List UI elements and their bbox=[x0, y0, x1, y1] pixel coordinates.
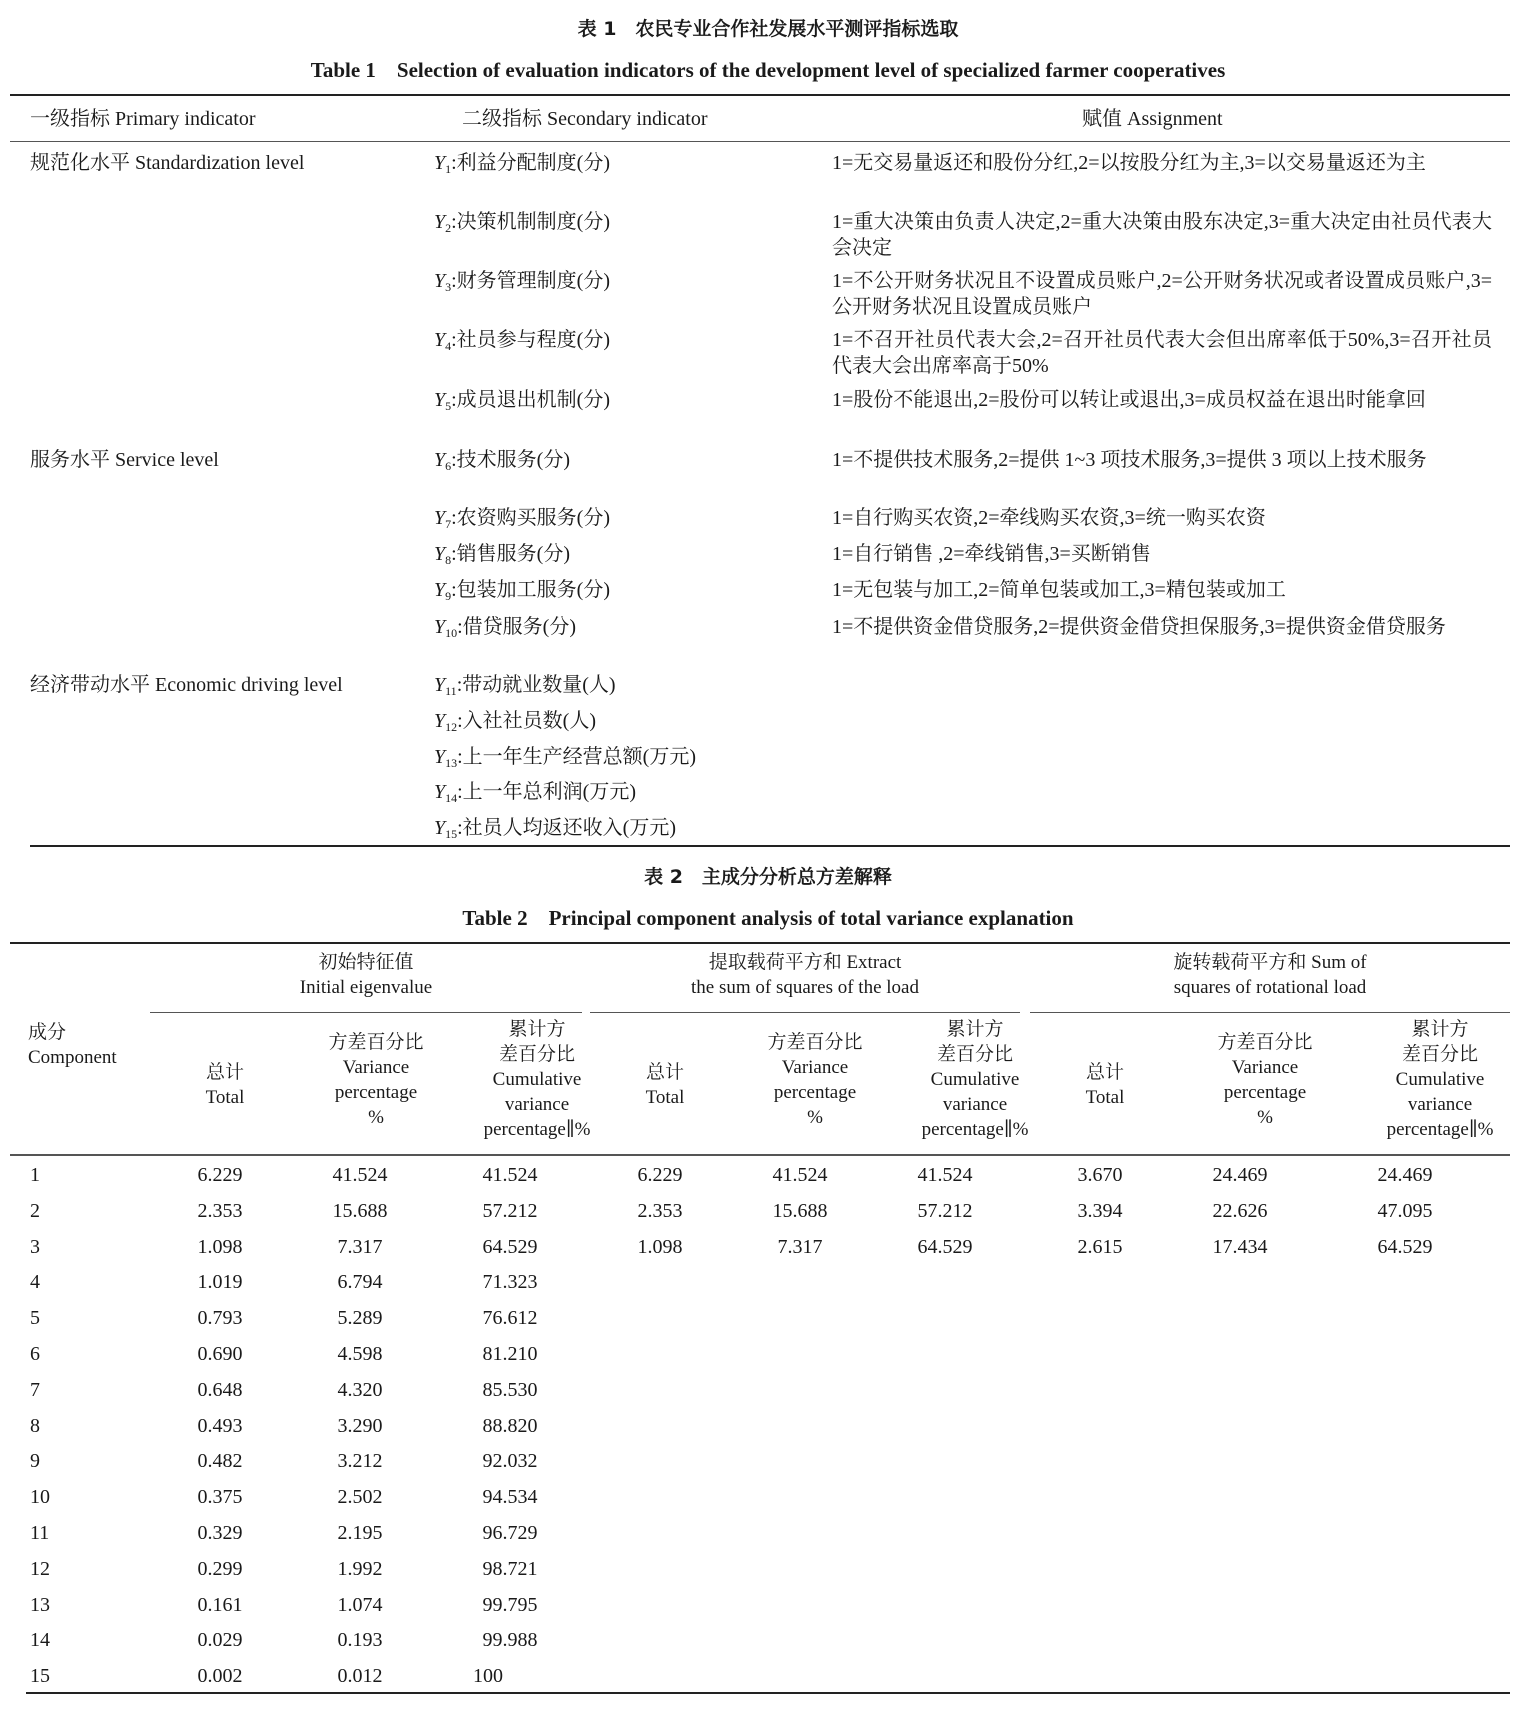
rotation-cumulative-cell: 47.095 bbox=[1377, 1199, 1433, 1222]
indicator-name: :决策机制制度(分) bbox=[451, 211, 611, 233]
table1-header-assignment: 赋值 Assignment bbox=[1082, 108, 1223, 130]
indicator-variable: Y bbox=[434, 211, 446, 233]
table2-header-rule bbox=[10, 1154, 1510, 1156]
subheader-variance-line: 方差百分比 bbox=[328, 1032, 424, 1053]
assignment-text: 1=重大决策由负责人决定,2=重大决策由股东决定,3=重大决定由社员代表大会决定 bbox=[832, 211, 1492, 259]
extract-cumulative-cell: 41.524 bbox=[917, 1164, 973, 1186]
initial-variance-cell: 7.317 bbox=[337, 1235, 383, 1258]
table1-header-secondary: 二级指标 Secondary indicator bbox=[462, 108, 708, 130]
secondary-indicator bbox=[434, 268, 610, 300]
assignment-text: 1=股份不能退出,2=股份可以转让或退出,3=成员权益在退出时能拿回 bbox=[832, 389, 1426, 411]
subheader-total bbox=[1030, 1060, 1180, 1110]
initial-cumulative-cell: 85.530 bbox=[482, 1378, 538, 1401]
subheader-cumulative bbox=[1350, 1017, 1530, 1142]
group-header-extract-line2: the sum of squares of the load bbox=[691, 977, 919, 998]
table1-top-rule bbox=[10, 94, 1510, 96]
extract-total-cell: 6.229 bbox=[637, 1164, 683, 1186]
subheader-cumulative-line: percentage∥% bbox=[1386, 1119, 1494, 1140]
subheader-total bbox=[150, 1060, 300, 1110]
subheader-cumulative-line: 差百分比 bbox=[1401, 1044, 1478, 1065]
initial-cumulative-cell: 88.820 bbox=[482, 1414, 538, 1437]
subheader-cumulative-line: 累计方 bbox=[508, 1019, 566, 1040]
secondary-indicator bbox=[434, 672, 616, 704]
indicator-subscript: 12 bbox=[445, 720, 458, 734]
indicator-subscript: 10 bbox=[445, 626, 458, 640]
subheader-cumulative-line: 累计方 bbox=[946, 1019, 1004, 1040]
indicator-variable: Y bbox=[434, 781, 446, 803]
indicator-name: :农资购买服务(分) bbox=[451, 507, 611, 529]
initial-total-cell: 0.161 bbox=[197, 1593, 243, 1616]
extract-total-cell: 2.353 bbox=[637, 1199, 683, 1222]
subheader-total-line: 总计 bbox=[1085, 1062, 1124, 1083]
table2-bottom-rule bbox=[26, 1692, 1510, 1694]
component-id-cell: 2 bbox=[30, 1199, 40, 1222]
initial-variance-cell: 0.012 bbox=[337, 1665, 383, 1688]
indicator-subscript: 7 bbox=[445, 517, 452, 531]
indicator-variable: Y bbox=[434, 579, 446, 601]
initial-variance-cell: 41.524 bbox=[332, 1164, 388, 1186]
secondary-indicator bbox=[434, 541, 570, 573]
secondary-indicator bbox=[434, 708, 596, 740]
initial-cumulative-cell: 41.524 bbox=[482, 1164, 538, 1186]
subheader-total bbox=[590, 1060, 740, 1110]
rotation-total-cell: 3.394 bbox=[1077, 1199, 1123, 1222]
extract-variance-cell: 7.317 bbox=[777, 1235, 823, 1258]
assignment-text: 1=无包装与加工,2=简单包装或加工,3=精包装或加工 bbox=[832, 579, 1286, 601]
assignment-text: 1=无交易量返还和股份分红,2=以按股分红为主,3=以交易量返还为主 bbox=[832, 152, 1426, 174]
initial-total-cell: 0.002 bbox=[197, 1665, 243, 1688]
component-header-en: Component bbox=[28, 1047, 117, 1068]
initial-variance-cell: 1.074 bbox=[337, 1593, 383, 1616]
indicator-variable: Y bbox=[434, 543, 446, 565]
subheader-variance-line: % bbox=[1257, 1107, 1273, 1128]
subheader-total-line: Total bbox=[645, 1087, 685, 1108]
initial-variance-cell: 3.290 bbox=[337, 1414, 383, 1437]
subheader-variance-line: 方差百分比 bbox=[767, 1032, 863, 1053]
group-label-economic: 经济带动水平 Economic driving level bbox=[30, 674, 343, 696]
subheader-variance-line: percentage bbox=[1223, 1082, 1307, 1103]
initial-total-cell: 0.029 bbox=[197, 1629, 243, 1652]
indicator-subscript: 9 bbox=[445, 589, 452, 603]
secondary-indicator bbox=[434, 744, 696, 776]
rotation-cumulative-cell: 64.529 bbox=[1377, 1235, 1433, 1258]
subheader-cumulative-line: Cumulative bbox=[930, 1069, 1020, 1090]
indicator-variable: Y bbox=[434, 746, 446, 768]
subheader-variance-line: Variance bbox=[1231, 1057, 1299, 1078]
table2-caption-en: Table 2 Principal component analysis of total variance explanation bbox=[462, 906, 1074, 930]
initial-total-cell: 0.690 bbox=[197, 1343, 243, 1365]
component-header-cn: 成分 bbox=[28, 1022, 67, 1043]
initial-cumulative-cell: 99.988 bbox=[482, 1629, 538, 1652]
secondary-indicator bbox=[434, 447, 570, 479]
indicator-variable: Y bbox=[434, 270, 446, 292]
indicator-name: :社员参与程度(分) bbox=[451, 329, 611, 351]
initial-variance-cell: 2.195 bbox=[337, 1522, 383, 1544]
initial-variance-cell: 2.502 bbox=[337, 1486, 383, 1509]
group-rule-extract bbox=[590, 1012, 1020, 1013]
component-id-cell: 9 bbox=[30, 1450, 40, 1473]
secondary-indicator bbox=[434, 779, 636, 811]
component-id-cell: 4 bbox=[30, 1271, 40, 1294]
component-id-cell: 1 bbox=[30, 1164, 40, 1186]
rotation-total-cell: 3.670 bbox=[1077, 1164, 1123, 1186]
subheader-variance bbox=[300, 1030, 452, 1130]
assignment-text: 1=不召开社员代表大会,2=召开社员代表大会但出席率低于50%,3=召开社员代表大会出席率高于50% bbox=[832, 329, 1492, 377]
subheader-variance-line: Variance bbox=[342, 1057, 410, 1078]
component-id-cell: 5 bbox=[30, 1307, 40, 1330]
subheader-variance-line: percentage bbox=[773, 1082, 857, 1103]
subheader-variance-line: % bbox=[368, 1107, 384, 1128]
assignment-text: 1=自行销售 ,2=牵线销售,3=买断销售 bbox=[832, 543, 1151, 565]
assignment-text: 1=自行购买农资,2=牵线购买农资,3=统一购买农资 bbox=[832, 507, 1266, 529]
table1-header-primary: 一级指标 Primary indicator bbox=[30, 108, 256, 130]
subheader-total-line: Total bbox=[1085, 1087, 1125, 1108]
component-id-cell: 15 bbox=[30, 1665, 50, 1688]
group-header-extract bbox=[590, 950, 1020, 1000]
subheader-variance-line: Variance bbox=[781, 1057, 849, 1078]
indicator-subscript: 14 bbox=[445, 791, 458, 805]
group-header-rotation-line2: squares of rotational load bbox=[1173, 977, 1367, 998]
indicator-variable: Y bbox=[434, 616, 446, 638]
secondary-indicator bbox=[434, 815, 676, 847]
indicator-subscript: 4 bbox=[445, 339, 452, 353]
component-id-cell: 7 bbox=[30, 1378, 40, 1401]
initial-variance-cell: 1.992 bbox=[337, 1557, 383, 1580]
indicator-name: :利益分配制度(分) bbox=[451, 152, 611, 174]
group-header-initial-en: Initial eigenvalue bbox=[299, 977, 433, 998]
indicator-variable: Y bbox=[434, 389, 446, 411]
initial-variance-cell: 3.212 bbox=[337, 1450, 383, 1473]
subheader-total-line: Total bbox=[205, 1087, 245, 1108]
group-header-rotation bbox=[1030, 950, 1510, 1000]
initial-cumulative-cell: 99.795 bbox=[482, 1593, 538, 1616]
subheader-cumulative-line: variance bbox=[942, 1094, 1008, 1115]
subheader-cumulative-line: 差百分比 bbox=[936, 1044, 1013, 1065]
table1-caption-en: Table 1 Selection of evaluation indicators of the development level of specialized farmer cooperatives bbox=[310, 58, 1226, 82]
subheader-cumulative-line: percentage∥% bbox=[921, 1119, 1029, 1140]
extract-variance-cell: 41.524 bbox=[772, 1164, 828, 1186]
initial-total-cell: 0.375 bbox=[197, 1486, 243, 1509]
subheader-variance bbox=[740, 1030, 890, 1130]
subheader-cumulative-line: Cumulative bbox=[1395, 1069, 1485, 1090]
group-rule-initial bbox=[150, 1012, 582, 1013]
indicator-name: :社员人均返还收入(万元) bbox=[457, 817, 677, 839]
component-id-cell: 3 bbox=[30, 1235, 40, 1258]
component-id-cell: 10 bbox=[30, 1486, 50, 1509]
indicator-name: :入社社员数(人) bbox=[457, 710, 597, 732]
table1-bottom-rule bbox=[30, 845, 1510, 847]
indicator-subscript: 2 bbox=[445, 221, 452, 235]
subheader-cumulative-line: 累计方 bbox=[1411, 1019, 1469, 1040]
initial-cumulative-cell: 57.212 bbox=[482, 1199, 538, 1222]
group-rule-rotation bbox=[1030, 1012, 1510, 1013]
component-id-cell: 13 bbox=[30, 1593, 50, 1616]
indicator-name: :销售服务(分) bbox=[451, 543, 571, 565]
subheader-variance bbox=[1180, 1030, 1350, 1130]
secondary-indicator bbox=[434, 577, 610, 609]
group-label-standardization: 规范化水平 Standardization level bbox=[30, 152, 305, 174]
subheader-cumulative-line: 差百分比 bbox=[498, 1044, 575, 1065]
component-id-cell: 14 bbox=[30, 1629, 50, 1652]
extract-variance-cell: 15.688 bbox=[772, 1199, 828, 1222]
indicator-name: :包装加工服务(分) bbox=[451, 579, 611, 601]
subheader-cumulative-line: Cumulative bbox=[492, 1069, 582, 1090]
initial-total-cell: 0.482 bbox=[197, 1450, 243, 1473]
rotation-cumulative-cell: 24.469 bbox=[1377, 1164, 1433, 1186]
initial-total-cell: 6.229 bbox=[197, 1164, 243, 1186]
initial-total-cell: 1.019 bbox=[197, 1271, 243, 1294]
indicator-variable: Y bbox=[434, 674, 446, 696]
secondary-indicator bbox=[434, 209, 610, 241]
indicator-subscript: 8 bbox=[445, 553, 452, 567]
indicator-variable: Y bbox=[434, 449, 446, 471]
initial-total-cell: 1.098 bbox=[197, 1235, 243, 1258]
initial-cumulative-cell: 98.721 bbox=[482, 1557, 538, 1580]
indicator-name: :成员退出机制(分) bbox=[451, 389, 611, 411]
subheader-variance-line: percentage bbox=[334, 1082, 418, 1103]
subheader-total-line: 总计 bbox=[645, 1062, 684, 1083]
initial-total-cell: 0.793 bbox=[197, 1307, 243, 1330]
indicator-name: :借贷服务(分) bbox=[457, 616, 577, 638]
rotation-variance-cell: 17.434 bbox=[1212, 1235, 1268, 1258]
indicator-variable: Y bbox=[434, 817, 446, 839]
indicator-subscript: 3 bbox=[445, 280, 452, 294]
secondary-indicator bbox=[434, 614, 576, 646]
initial-cumulative-cell: 76.612 bbox=[482, 1307, 538, 1330]
initial-total-cell: 0.299 bbox=[197, 1557, 243, 1580]
secondary-indicator bbox=[434, 327, 610, 359]
table2-caption-cn: 表 2 主成分分析总方差解释 bbox=[644, 866, 892, 888]
indicator-name: :财务管理制度(分) bbox=[451, 270, 611, 292]
subheader-cumulative-line: variance bbox=[1407, 1094, 1473, 1115]
indicator-subscript: 6 bbox=[445, 459, 452, 473]
indicator-variable: Y bbox=[434, 507, 446, 529]
initial-total-cell: 0.648 bbox=[197, 1378, 243, 1401]
component-id-cell: 6 bbox=[30, 1343, 40, 1365]
group-header-initial bbox=[150, 950, 582, 1000]
initial-variance-cell: 4.598 bbox=[337, 1343, 383, 1365]
table2-top-rule bbox=[10, 942, 1510, 944]
indicator-subscript: 5 bbox=[445, 399, 452, 413]
initial-variance-cell: 4.320 bbox=[337, 1378, 383, 1401]
initial-cumulative-cell: 64.529 bbox=[482, 1235, 538, 1258]
group-header-initial-cn: 初始特征值 bbox=[318, 952, 414, 973]
indicator-subscript: 11 bbox=[445, 684, 457, 698]
subheader-variance-line: 方差百分比 bbox=[1217, 1032, 1313, 1053]
indicator-variable: Y bbox=[434, 329, 446, 351]
initial-cumulative-cell: 92.032 bbox=[482, 1450, 538, 1473]
secondary-indicator bbox=[434, 387, 610, 419]
initial-cumulative-cell: 94.534 bbox=[482, 1486, 538, 1509]
initial-variance-cell: 6.794 bbox=[337, 1271, 383, 1294]
extract-cumulative-cell: 64.529 bbox=[917, 1235, 973, 1258]
initial-cumulative-cell: 96.729 bbox=[482, 1522, 538, 1544]
indicator-name: :上一年总利润(万元) bbox=[457, 781, 637, 803]
group-header-extract-line1: 提取载荷平方和 Extract bbox=[708, 952, 902, 973]
indicator-variable: Y bbox=[434, 152, 446, 174]
indicator-name: :带动就业数量(人) bbox=[456, 674, 616, 696]
initial-cumulative-cell: 71.323 bbox=[482, 1271, 538, 1294]
assignment-text: 1=不提供资金借贷服务,2=提供资金借贷担保服务,3=提供资金借贷服务 bbox=[832, 616, 1446, 638]
initial-cumulative-cell: 81.210 bbox=[482, 1343, 538, 1365]
subheader-cumulative-line: percentage∥% bbox=[483, 1119, 591, 1140]
initial-total-cell: 0.493 bbox=[197, 1414, 243, 1437]
subheader-variance-line: % bbox=[807, 1107, 823, 1128]
initial-variance-cell: 15.688 bbox=[332, 1199, 388, 1222]
extract-cumulative-cell: 57.212 bbox=[917, 1199, 973, 1222]
indicator-subscript: 1 bbox=[445, 162, 452, 176]
rotation-variance-cell: 22.626 bbox=[1212, 1199, 1268, 1222]
initial-total-cell: 0.329 bbox=[197, 1522, 243, 1544]
table1-header-rule bbox=[10, 141, 1510, 142]
initial-variance-cell: 5.289 bbox=[337, 1307, 383, 1330]
rotation-total-cell: 2.615 bbox=[1077, 1235, 1123, 1258]
initial-cumulative-cell: 100 bbox=[473, 1665, 503, 1688]
initial-variance-cell: 0.193 bbox=[337, 1629, 383, 1652]
component-header bbox=[28, 1020, 117, 1070]
group-header-rotation-line1: 旋转载荷平方和 Sum of bbox=[1173, 952, 1367, 973]
table1-caption-cn: 表 1 农民专业合作社发展水平测评指标选取 bbox=[577, 18, 959, 40]
component-id-cell: 12 bbox=[30, 1557, 50, 1580]
indicator-variable: Y bbox=[434, 710, 446, 732]
component-id-cell: 11 bbox=[30, 1522, 50, 1544]
secondary-indicator bbox=[434, 150, 610, 182]
group-label-service: 服务水平 Service level bbox=[30, 449, 219, 471]
indicator-subscript: 13 bbox=[445, 756, 458, 770]
initial-total-cell: 2.353 bbox=[197, 1199, 243, 1222]
indicator-subscript: 15 bbox=[445, 827, 458, 841]
extract-total-cell: 1.098 bbox=[637, 1235, 683, 1258]
assignment-text: 1=不公开财务状况且不设置成员账户,2=公开财务状况或者设置成员账户,3=公开财务状况且设置成员账户 bbox=[832, 270, 1492, 318]
component-id-cell: 8 bbox=[30, 1414, 40, 1437]
subheader-total-line: 总计 bbox=[205, 1062, 244, 1083]
subheader-cumulative-line: variance bbox=[504, 1094, 570, 1115]
secondary-indicator bbox=[434, 505, 610, 537]
assignment-text: 1=不提供技术服务,2=提供 1~3 项技术服务,3=提供 3 项以上技术服务 bbox=[832, 449, 1427, 471]
indicator-name: :技术服务(分) bbox=[451, 449, 571, 471]
rotation-variance-cell: 24.469 bbox=[1212, 1164, 1268, 1186]
indicator-name: :上一年生产经营总额(万元) bbox=[457, 746, 697, 768]
